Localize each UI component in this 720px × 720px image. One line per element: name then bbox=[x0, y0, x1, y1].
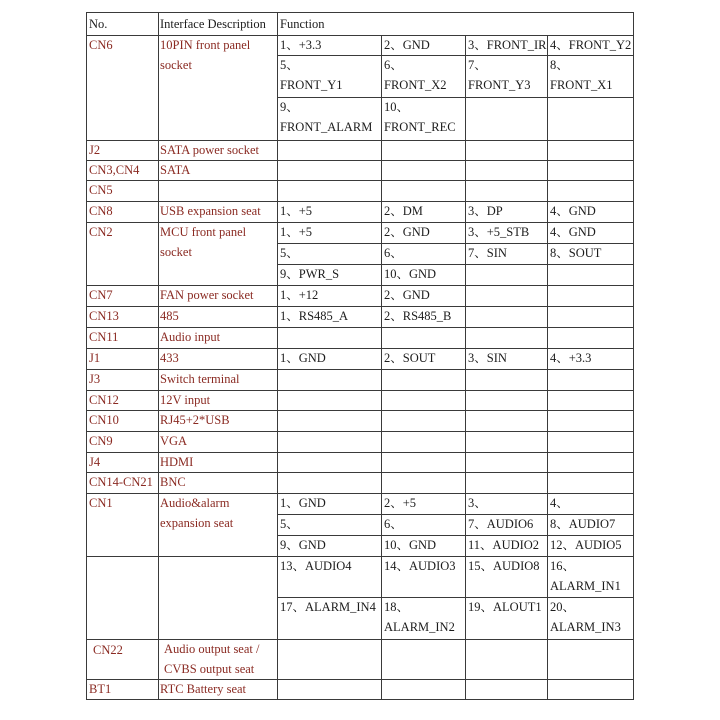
table-rule bbox=[381, 306, 382, 328]
table-rule bbox=[277, 597, 634, 598]
table-rule bbox=[86, 472, 634, 473]
pin-cell: 6、 bbox=[384, 58, 403, 72]
interface-description: USB expansion seat bbox=[160, 204, 261, 218]
table-rule bbox=[465, 285, 466, 307]
table-rule bbox=[547, 201, 548, 223]
interface-description: Audio&alarm bbox=[160, 496, 230, 510]
table-rule bbox=[547, 410, 548, 432]
pin-cell: 13、AUDIO4 bbox=[280, 559, 352, 573]
pin-cell: 7、AUDIO6 bbox=[468, 517, 534, 531]
pin-cell: 4、+3.3 bbox=[550, 351, 592, 365]
pin-cell: 3、 bbox=[468, 496, 487, 510]
table-rule bbox=[465, 35, 466, 141]
table-rule bbox=[86, 160, 634, 161]
pin-cell: 18、 bbox=[384, 600, 410, 614]
pin-cell: 17、ALARM_IN4 bbox=[280, 600, 376, 614]
table-rule bbox=[86, 639, 634, 640]
interface-description: BNC bbox=[160, 475, 186, 489]
interface-description: RTC Battery seat bbox=[160, 682, 247, 696]
table-rule bbox=[547, 35, 548, 141]
pin-cell: FRONT_X2 bbox=[384, 78, 447, 92]
pin-cell: 7、SIN bbox=[468, 246, 507, 260]
row-id: CN5 bbox=[89, 183, 113, 197]
pin-cell: 3、FRONT_IR bbox=[468, 38, 547, 52]
table-rule bbox=[86, 369, 634, 370]
table-rule bbox=[86, 390, 634, 391]
table-rule bbox=[465, 410, 466, 432]
interface-description: socket bbox=[160, 245, 192, 259]
table-rule bbox=[381, 327, 382, 349]
table-rule bbox=[547, 679, 548, 700]
interface-description: VGA bbox=[160, 434, 188, 448]
interface-description: SATA bbox=[160, 163, 191, 177]
pin-cell: 1、+12 bbox=[280, 288, 319, 302]
pin-cell: 4、GND bbox=[550, 204, 596, 218]
table-rule bbox=[86, 452, 634, 453]
row-id: J3 bbox=[89, 372, 101, 386]
table-rule bbox=[158, 12, 159, 700]
pin-cell: 1、+3.3 bbox=[280, 38, 322, 52]
pin-cell: 1、GND bbox=[280, 496, 326, 510]
table-rule bbox=[381, 140, 382, 161]
table-rule bbox=[86, 348, 634, 349]
header-function: Function bbox=[280, 17, 325, 31]
header-no: No. bbox=[89, 17, 108, 31]
table-rule bbox=[86, 140, 634, 141]
table-rule bbox=[547, 452, 548, 473]
table-rule bbox=[277, 535, 634, 536]
row-id: CN11 bbox=[89, 330, 119, 344]
table-rule bbox=[547, 160, 548, 181]
interface-description: RJ45+2*USB bbox=[160, 413, 230, 427]
pin-cell: FRONT_REC bbox=[384, 120, 456, 134]
row-id: CN10 bbox=[89, 413, 119, 427]
table-rule bbox=[381, 35, 382, 141]
pin-cell: ALARM_IN2 bbox=[384, 620, 455, 634]
interface-description: 485 bbox=[160, 309, 179, 323]
table-rule bbox=[86, 222, 634, 223]
table-rule bbox=[277, 97, 634, 98]
pin-cell: 6、 bbox=[384, 246, 403, 260]
interface-description: socket bbox=[160, 58, 192, 72]
pin-cell: 8、AUDIO7 bbox=[550, 517, 616, 531]
table-rule bbox=[465, 327, 466, 349]
table-rule bbox=[86, 493, 634, 494]
pin-cell: 1、GND bbox=[280, 351, 326, 365]
table-rule bbox=[465, 306, 466, 328]
table-rule bbox=[381, 431, 382, 453]
table-rule bbox=[465, 639, 466, 680]
pin-cell: 2、GND bbox=[384, 225, 430, 239]
table-rule bbox=[86, 12, 87, 700]
interface-description: HDMI bbox=[160, 455, 194, 469]
table-rule bbox=[381, 639, 382, 680]
interface-description: expansion seat bbox=[160, 516, 234, 530]
table-rule bbox=[465, 180, 466, 202]
table-rule bbox=[465, 390, 466, 411]
table-rule bbox=[465, 493, 466, 640]
row-id: CN12 bbox=[89, 393, 119, 407]
table-rule bbox=[277, 514, 634, 515]
table-rule bbox=[465, 452, 466, 473]
pin-cell: 11、AUDIO2 bbox=[468, 538, 540, 552]
interface-description: 433 bbox=[160, 351, 179, 365]
row-id: J4 bbox=[89, 455, 101, 469]
table-rule bbox=[465, 369, 466, 391]
table-rule bbox=[547, 472, 548, 494]
pin-cell: 1、+5 bbox=[280, 204, 313, 218]
table-rule bbox=[381, 222, 382, 286]
interface-description: Audio output seat / bbox=[164, 642, 260, 656]
row-id: J2 bbox=[89, 143, 101, 157]
table-rule bbox=[547, 639, 548, 680]
pin-cell: 1、+5 bbox=[280, 225, 313, 239]
table-rule bbox=[465, 472, 466, 494]
pin-cell: 19、ALOUT1 bbox=[468, 600, 542, 614]
table-rule bbox=[547, 285, 548, 307]
table-rule bbox=[547, 431, 548, 453]
pin-cell: 9、GND bbox=[280, 538, 326, 552]
table-rule bbox=[86, 180, 634, 181]
table-rule bbox=[547, 348, 548, 370]
table-rule bbox=[381, 348, 382, 370]
row-id: CN8 bbox=[89, 204, 113, 218]
pin-cell: 6、 bbox=[384, 517, 403, 531]
row-id: CN14-CN21 bbox=[89, 475, 153, 489]
table-rule bbox=[86, 679, 634, 680]
row-id: CN2 bbox=[89, 225, 113, 239]
pin-cell: 2、+5 bbox=[384, 496, 417, 510]
table-rule bbox=[547, 369, 548, 391]
table-rule bbox=[86, 410, 634, 411]
row-id: CN7 bbox=[89, 288, 113, 302]
row-id: CN22 bbox=[93, 643, 123, 657]
pin-cell: 10、 bbox=[384, 100, 410, 114]
pin-cell: 15、AUDIO8 bbox=[468, 559, 540, 573]
pin-cell: 4、 bbox=[550, 496, 569, 510]
table-rule bbox=[381, 390, 382, 411]
pin-cell: 5、 bbox=[280, 517, 299, 531]
pin-cell: 2、DM bbox=[384, 204, 423, 218]
row-id: CN1 bbox=[89, 496, 113, 510]
pin-cell: 20、 bbox=[550, 600, 576, 614]
pin-cell: FRONT_Y1 bbox=[280, 78, 343, 92]
pin-cell: 16、 bbox=[550, 559, 576, 573]
table-rule bbox=[86, 285, 634, 286]
table-rule bbox=[277, 264, 634, 265]
table-rule bbox=[381, 452, 382, 473]
pin-cell: 2、SOUT bbox=[384, 351, 436, 365]
table-rule bbox=[86, 699, 634, 700]
pin-cell: 10、GND bbox=[384, 538, 437, 552]
pin-cell: 3、+5_STB bbox=[468, 225, 530, 239]
header-interface-description: Interface Description bbox=[160, 17, 266, 31]
table-rule bbox=[381, 369, 382, 391]
pin-cell: 2、GND bbox=[384, 288, 430, 302]
pin-cell: 4、FRONT_Y2 bbox=[550, 38, 632, 52]
table-rule bbox=[547, 493, 548, 640]
interface-description: Switch terminal bbox=[160, 372, 240, 386]
table-rule bbox=[465, 160, 466, 181]
row-id: BT1 bbox=[89, 682, 112, 696]
interface-description: Audio input bbox=[160, 330, 221, 344]
pin-cell: 14、AUDIO3 bbox=[384, 559, 456, 573]
pin-cell: FRONT_Y3 bbox=[468, 78, 531, 92]
table-rule bbox=[381, 180, 382, 202]
table-rule bbox=[381, 493, 382, 640]
pin-cell: FRONT_ALARM bbox=[280, 120, 373, 134]
table-rule bbox=[547, 222, 548, 286]
table-rule bbox=[381, 679, 382, 700]
interface-description: 10PIN front panel bbox=[160, 38, 251, 52]
pin-cell: 9、PWR_S bbox=[280, 267, 340, 281]
table-rule bbox=[465, 679, 466, 700]
pin-cell: ALARM_IN3 bbox=[550, 620, 621, 634]
pin-cell: 10、GND bbox=[384, 267, 437, 281]
table-rule bbox=[381, 472, 382, 494]
pin-cell: 5、 bbox=[280, 246, 299, 260]
table-rule bbox=[381, 160, 382, 181]
pin-cell: 3、SIN bbox=[468, 351, 507, 365]
interface-description: SATA power socket bbox=[160, 143, 259, 157]
table-rule bbox=[547, 306, 548, 328]
pin-cell: ALARM_IN1 bbox=[550, 579, 621, 593]
interface-description: 12V input bbox=[160, 393, 211, 407]
table-rule bbox=[86, 35, 634, 36]
table-rule bbox=[86, 306, 634, 307]
table-rule bbox=[465, 201, 466, 223]
pin-cell: 5、 bbox=[280, 58, 299, 72]
pin-cell: 4、GND bbox=[550, 225, 596, 239]
pin-cell: 3、DP bbox=[468, 204, 503, 218]
pin-cell: 2、GND bbox=[384, 38, 430, 52]
row-id: CN3,CN4 bbox=[89, 163, 140, 177]
table-rule bbox=[86, 431, 634, 432]
table-rule bbox=[381, 410, 382, 432]
interface-description: CVBS output seat bbox=[164, 662, 255, 676]
pin-cell: 8、SOUT bbox=[550, 246, 602, 260]
pin-cell: 7、 bbox=[468, 58, 487, 72]
pin-cell: 12、AUDIO5 bbox=[550, 538, 622, 552]
table-rule bbox=[465, 222, 466, 286]
pin-cell: 1、RS485_A bbox=[280, 309, 349, 323]
table-rule bbox=[86, 556, 634, 557]
table-rule bbox=[86, 201, 634, 202]
row-id: CN13 bbox=[89, 309, 119, 323]
table-rule bbox=[86, 12, 634, 13]
pin-cell: 9、 bbox=[280, 100, 299, 114]
pin-cell: FRONT_X1 bbox=[550, 78, 613, 92]
table-rule bbox=[465, 431, 466, 453]
table-rule bbox=[547, 390, 548, 411]
row-id: CN6 bbox=[89, 38, 113, 52]
interface-description: MCU front panel bbox=[160, 225, 247, 239]
table-rule bbox=[381, 201, 382, 223]
table-rule bbox=[547, 180, 548, 202]
table-rule bbox=[86, 327, 634, 328]
table-rule bbox=[381, 285, 382, 307]
table-rule bbox=[465, 348, 466, 370]
row-id: J1 bbox=[89, 351, 101, 365]
pin-cell: 8、 bbox=[550, 58, 569, 72]
row-id: CN9 bbox=[89, 434, 113, 448]
pin-cell: 2、RS485_B bbox=[384, 309, 452, 323]
table-rule bbox=[547, 140, 548, 161]
table-rule bbox=[547, 327, 548, 349]
table-rule bbox=[277, 55, 634, 56]
interface-description: FAN power socket bbox=[160, 288, 254, 302]
table-rule bbox=[277, 243, 634, 244]
table-rule bbox=[465, 140, 466, 161]
